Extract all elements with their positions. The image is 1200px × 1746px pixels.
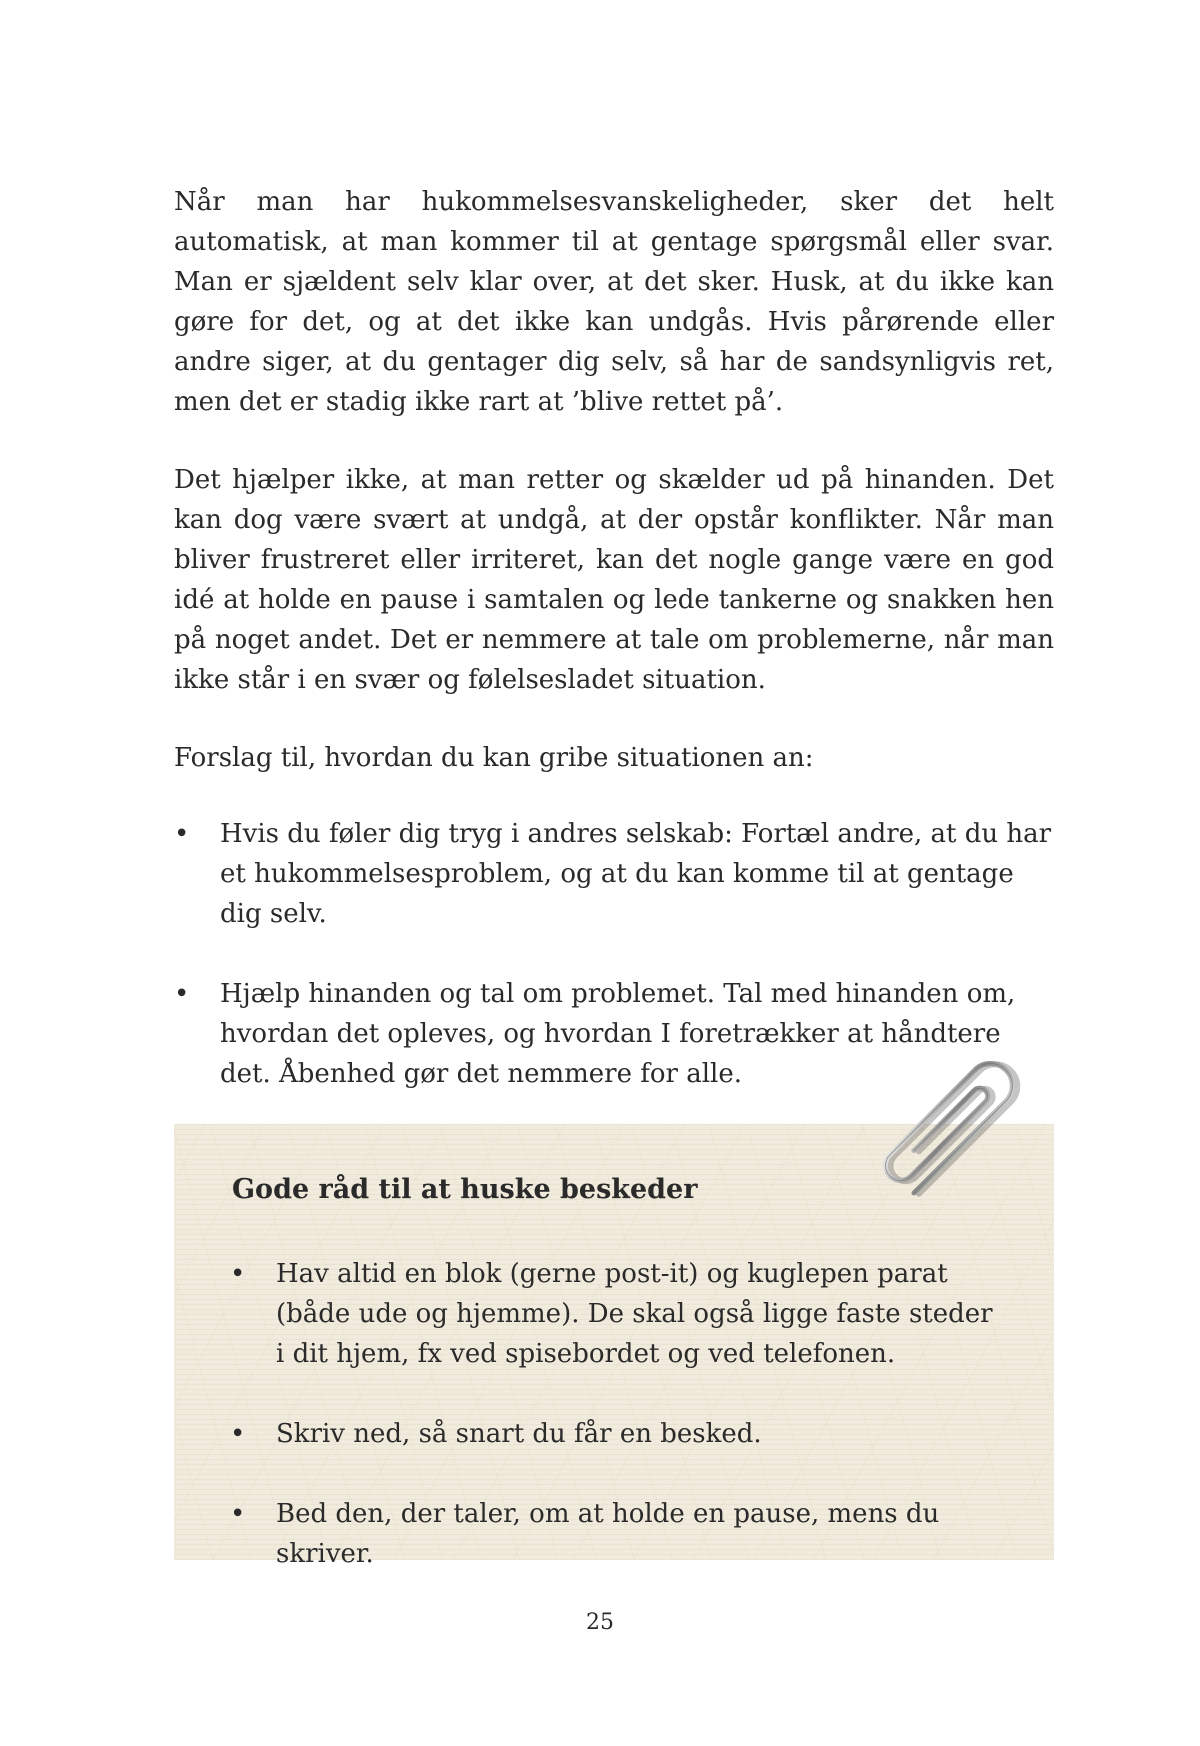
list-item-text: Hav altid en blok (gerne post-it) og kuglepen parat (både ude og hjemme). De skal også ligge faste steder i dit hjem, fx ved spisebordet og ved telefonen. <box>276 1259 993 1369</box>
bullet-icon: • <box>230 1419 246 1449</box>
list-item <box>174 814 1054 934</box>
bullet-icon: • <box>174 819 190 849</box>
list-item <box>230 1494 1000 1574</box>
paperclip-icon <box>872 1050 1062 1230</box>
page-number: 25 <box>586 1610 614 1635</box>
paragraph-conflicts: Det hjælper ikke, at man retter og skælder ud på hinanden. Det kan dog være svært at undgå, at der opstår konflikter. Når man bliver frustreret eller irriteret, kan det nogle gange være en god idé at holde en pause i samtalen og lede tankerne og snakken hen på noget andet. Det er nemmere at tale om problemerne, når man ikke står i en svær og følelsesladet situation. <box>174 465 1054 695</box>
bullet-icon: • <box>174 979 190 1009</box>
paragraph-suggestions-intro: Forslag til, hvordan du kan gribe situationen an: <box>174 743 814 773</box>
bullet-icon: • <box>230 1259 246 1289</box>
list-item <box>230 1414 1000 1454</box>
list-item <box>230 1254 1000 1374</box>
list-item-text: Hvis du føler dig tryg i andres selskab: Fortæl andre, at du har et hukommelsesproblem, og at du kan komme til at gentage dig selv. <box>220 819 1052 929</box>
list-item-text: Skriv ned, så snart du får en besked. <box>276 1419 762 1449</box>
list-item-text: Bed den, der taler, om at holde en pause, mens du skriver. <box>276 1499 940 1569</box>
bullet-icon: • <box>230 1499 246 1529</box>
tip-box-list <box>230 1254 1000 1614</box>
paragraph-repetition: Når man har hukommelsesvanskeligheder, sker det helt automatisk, at man kommer til at gentage spørgsmål eller svar. Man er sjældent selv klar over, at det sker. Husk, at du ikke kan gøre for det, og at det ikke kan undgås. Hvis pårørende eller andre siger, at du gentager dig selv, så har de sandsynligvis ret, men det er stadig ikke rart at ’blive rettet på’. <box>174 187 1054 417</box>
list-item-text: Hjælp hinanden og tal om problemet. Tal med hinanden om, hvordan det opleves, og hvordan I foretrækker at håndtere det. Åbenhed gør det nemmere for alle. <box>220 979 1016 1089</box>
tip-box-title: Gode råd til at huske beskeder <box>232 1174 698 1205</box>
